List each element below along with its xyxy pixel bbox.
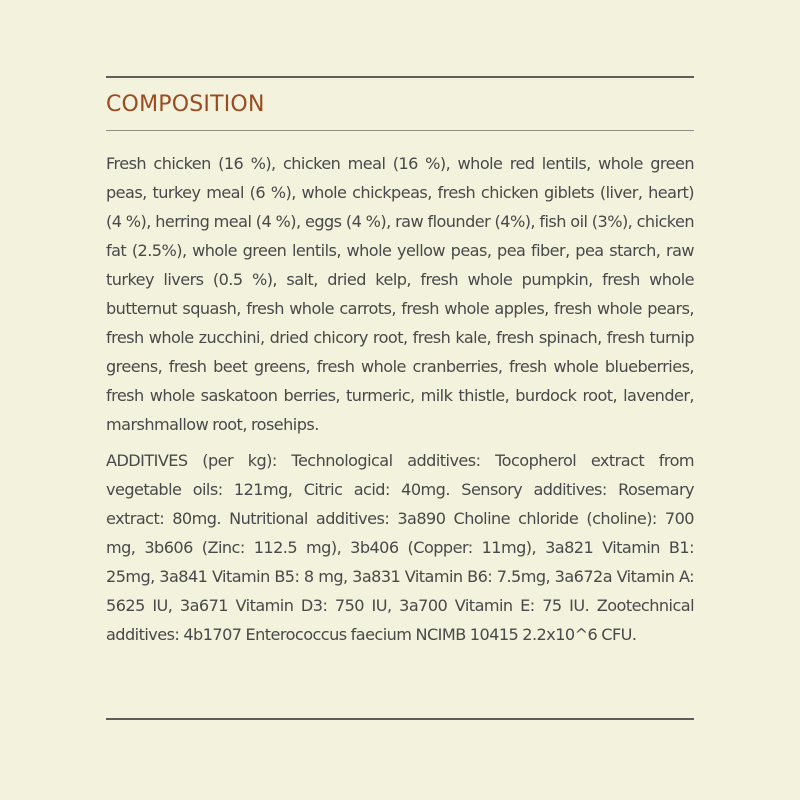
- composition-text: Fresh chicken (16 %), chicken meal (16 %), whole red lentils, whole green peas, turkey meal (6 %), whole chickpeas, fresh chicken giblets (liver, heart) (4 %), herring meal (4 %), eggs (4 %), raw flounder (4%), fish oil (3%), chicken fat (2.5%), whole green lentils, whole yellow peas, pea fiber, pea starch, raw turkey livers (0.5 %), salt, dried kelp, fresh whole pumpkin, fresh whole butternut squash, fresh whole carrots, fresh whole apples, fresh whole pears, fresh whole zucchini, dried chicory root, fresh kale, fresh spinach, fresh turnip greens, fresh beet greens, fresh whole cranberries, fresh whole blueberries, fresh whole saskatoon berries, turmeric, milk thistle, burdock root, lavender, marshmallow root, rosehips.: [106, 154, 694, 434]
- title-divider: [106, 130, 694, 131]
- composition-panel: [106, 76, 694, 649]
- section-title: COMPOSITION: [106, 92, 265, 117]
- bottom-divider: [106, 718, 694, 720]
- additives-text: ADDITIVES (per kg): Technological additives: Tocopherol extract from vegetable oils: 121mg, Citric acid: 40mg. Sensory additives: Rosemary extract: 80mg. Nutritional additives: 3a890 Choline chloride (choline): 700 mg, 3b606 (Zinc: 112.5 mg), 3b406 (Copper: 11mg), 3a821 Vitamin B1: 25mg, 3a841 Vitamin B5: 8 mg, 3a831 Vitamin B6: 7.5mg, 3a672a Vitamin A: 5625 IU, 3a671 Vitamin D3: 750 IU, 3a700 Vitamin E: 75 IU. Zootechnical additives: 4b1707 Enterococcus faecium NCIMB 10415 2.2x10^6 CFU.: [106, 451, 694, 644]
- top-divider: [106, 76, 694, 78]
